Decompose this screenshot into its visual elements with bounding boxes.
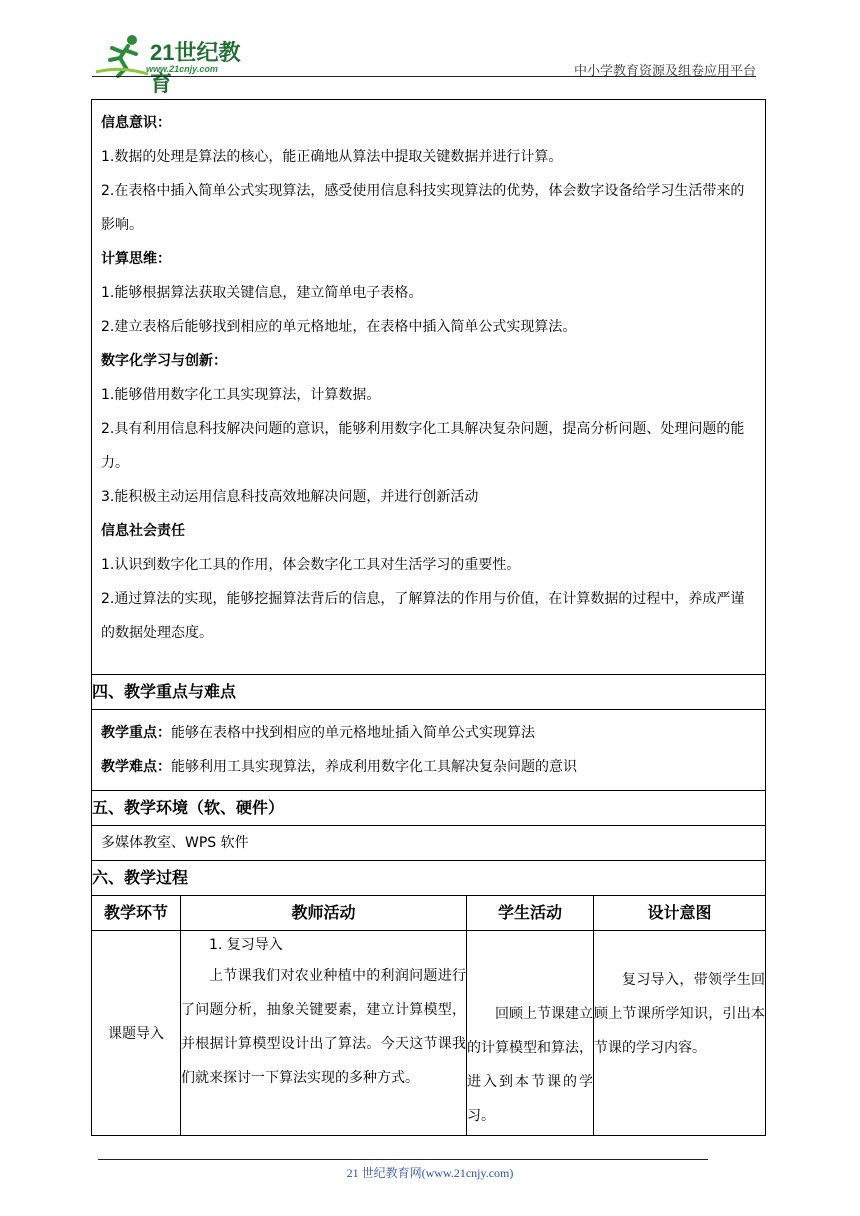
teacher-activity-text: 上节课我们对农业种植中的利润问题进行了问题分析，抽象关键要素，建立计算模型，并根据计算模型设计出了算法。今天这节课我们就来探讨一下算法实现的多种方式。 [181,968,466,1086]
objective-item: 2.具有利用信息科技解决问题的意识，能够利用数字化工具解决复杂问题，提高分析问题、处理问题的能力。 [101,421,745,471]
column-header-teacher: 教师活动 [181,896,467,931]
footer-divider [98,1159,708,1160]
stage-cell: 课题导入 [92,931,181,1136]
intent-text: 复习导入，带领学生回顾上节课所学知识，引出本节课的学习内容。 [594,972,766,1056]
column-header-stage: 教学环节 [92,896,181,931]
section-4-title: 四、教学重点与难点 [92,675,766,710]
page-header [92,30,764,96]
objective-item: 2.建立表格后能够找到相应的单元格地址，在表格中插入简单公式实现算法。 [101,319,577,335]
logo-text: 21世纪教育 [150,40,241,96]
difficult-point-label: 教学难点： [101,759,171,775]
objective-heading-social: 信息社会责任 [101,523,185,539]
teacher-activity-title: 1. 复习导入 [209,937,283,953]
objective-item: 3.能积极主动运用信息科技高效地解决问题，并进行创新活动 [101,489,479,505]
intent-cell [594,931,766,1136]
objective-item: 1.能够借用数字化工具实现算法，计算数据。 [101,387,381,403]
objective-heading-computational: 计算思维： [101,251,171,267]
footer-text: 21 世纪教育网(www.21cnjy.com) [346,1166,514,1180]
key-point-label: 教学重点： [101,725,171,741]
lesson-plan-table [91,99,766,1136]
objective-item: 2.通过算法的实现，能够挖掘算法背后的信息，了解算法的作用与价值，在计算数据的过程中，养成严谨的数据处理态度。 [101,591,745,641]
objective-item: 1.认识到数字化工具的作用，体会数字化工具对生活学习的重要性。 [101,557,521,573]
objective-item: 1.能够根据算法获取关键信息，建立简单电子表格。 [101,285,423,301]
student-activity-cell [467,931,594,1136]
key-point-text: 能够在表格中找到相应的单元格地址插入简单公式实现算法 [171,725,535,741]
column-header-student: 学生活动 [467,896,594,931]
section-6-title: 六、教学过程 [92,861,766,896]
difficult-point-text: 能够利用工具实现算法，养成利用数字化工具解决复杂问题的意识 [171,759,577,775]
table-row [92,931,766,1136]
header-divider [92,76,756,77]
section-4-body [92,710,766,791]
objectives-cell [92,100,766,675]
logo-url: www.21cnjy.com [146,64,218,74]
column-header-intent: 设计意图 [594,896,766,931]
objective-heading-info: 信息意识： [101,115,171,131]
objective-heading-digital: 数字化学习与创新： [101,353,227,369]
runner-logo-icon [92,30,152,80]
section-5-title: 五、教学环境（软、硬件） [92,791,766,826]
logo [92,30,262,96]
objective-item: 2.在表格中插入简单公式实现算法，感受使用信息科技实现算法的优势，体会数字设备给学习生活带来的影响。 [101,183,745,233]
student-activity-text: 回顾上节课建立的计算模型和算法，进入到本节课的学习。 [467,1006,593,1124]
teacher-activity-cell [181,931,467,1136]
section-5-body: 多媒体教室、WPS 软件 [92,826,766,861]
platform-name: 中小学教育资源及组卷应用平台 [573,64,756,79]
objective-item: 1.数据的处理是算法的核心，能正确地从算法中提取关键数据并进行计算。 [101,149,563,165]
